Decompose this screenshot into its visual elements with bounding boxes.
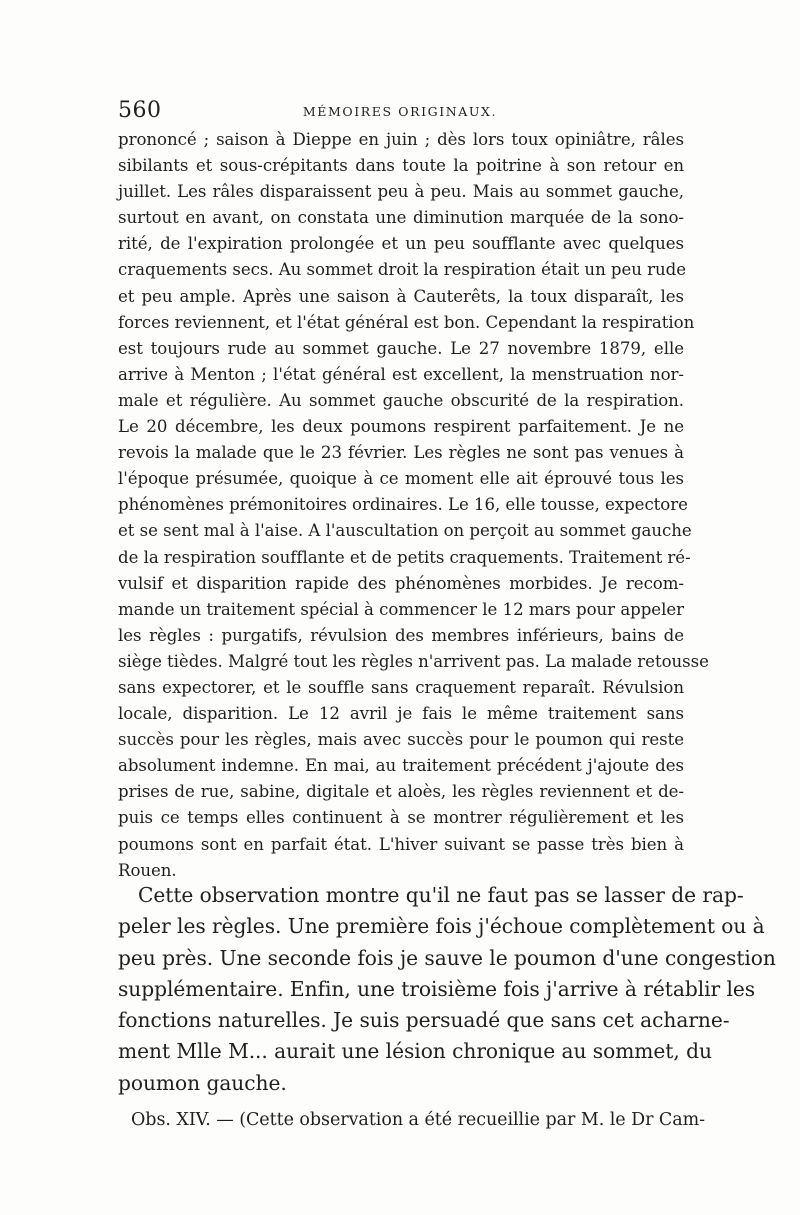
- text-line: craquements secs. Au sommet droit la respiration était un peu rude: [118, 260, 686, 280]
- text-line: fonctions naturelles. Je suis persuadé que sans cet acharne-: [118, 1008, 730, 1033]
- text-line: les règles : purgatifs, révulsion des membres inférieurs, bains de: [118, 625, 684, 645]
- observation-line: Obs. XIV. — (Cette observation a été recueillie par M. le Dr Cam-: [131, 1110, 706, 1130]
- text-line: siège tièdes. Malgré tout les règles n'arrivent pas. La malade retousse: [118, 651, 709, 671]
- text-line: succès pour les règles, mais avec succès pour le poumon qui reste: [118, 730, 684, 750]
- text-line: sibilants et sous-crépitants dans toute la poitrine à son retour en: [118, 156, 684, 176]
- text-line: poumon gauche.: [118, 1070, 287, 1095]
- text-line: forces reviennent, et l'état général est bon. Cependant la respiration: [118, 312, 695, 332]
- text-line: absolument indemne. En mai, au traitement précédent j'ajoute des: [118, 756, 684, 776]
- text-line: peler les règles. Une première fois j'échoue complètement ou à: [118, 914, 765, 939]
- text-line: Cette observation montre qu'il ne faut pas se lasser de rap-: [138, 883, 744, 907]
- running-title: MÉMOIRES ORIGINAUX.: [302, 104, 498, 119]
- text-line: et peu ample. Après une saison à Cauterêts, la toux disparaît, les: [118, 286, 684, 306]
- text-line: l'époque présumée, quoique à ce moment elle ait éprouvé tous les: [118, 469, 684, 489]
- text-line: male et régulière. Au sommet gauche obscurité de la respiration.: [118, 390, 684, 410]
- observation-heading: [118, 1106, 706, 1134]
- text-line: de la respiration soufflante et de petits craquements. Traitement ré-: [118, 547, 691, 567]
- text-line: rité, de l'expiration prolongée et un peu soufflante avec quelques: [118, 234, 684, 254]
- text-line: prononcé ; saison à Dieppe en juin ; dès lors toux opiniâtre, râles: [118, 130, 684, 149]
- text-line: surtout en avant, on constata une diminution marquée de la sono-: [118, 208, 684, 228]
- paragraph-commentary: [118, 880, 776, 1099]
- text-line: et se sent mal à l'aise. A l'auscultation on perçoit au sommet gauche: [118, 521, 692, 541]
- paragraph-case-history: [118, 127, 709, 884]
- text-line: juillet. Les râles disparaissent peu à peu. Mais au sommet gauche,: [118, 182, 684, 202]
- text-line: arrive à Menton ; l'état général est excellent, la menstruation nor-: [118, 364, 684, 384]
- text-line: Le 20 décembre, les deux poumons respirent parfaitement. Je ne: [118, 417, 684, 437]
- text-line: peu près. Une seconde fois je sauve le poumon d'une congestion: [118, 945, 776, 970]
- text-line: poumons sont en parfait état. L'hiver suivant se passe très bien à: [118, 834, 684, 854]
- text-line: phénomènes prémonitoires ordinaires. Le 16, elle tousse, expectore: [118, 495, 688, 515]
- text-line: ment Mlle M... aurait une lésion chronique au sommet, du: [118, 1039, 712, 1064]
- text-line: mande un traitement spécial à commencer le 12 mars pour appeler: [118, 599, 684, 619]
- text-line: Rouen.: [118, 860, 177, 880]
- text-line: vulsif et disparition rapide des phénomènes morbides. Je recom-: [118, 573, 684, 593]
- text-line: est toujours rude au sommet gauche. Le 27 novembre 1879, elle: [118, 338, 684, 358]
- page-number: 560: [118, 98, 162, 123]
- text-line: sans expectorer, et le souffle sans craquement reparaît. Révulsion: [118, 677, 684, 697]
- text-line: revois la malade que le 23 février. Les règles ne sont pas venues à: [118, 443, 684, 463]
- text-line: puis ce temps elles continuent à se montrer régulièrement et les: [118, 808, 684, 828]
- text-line: locale, disparition. Le 12 avril je fais le même traitement sans: [118, 704, 684, 724]
- text-line: supplémentaire. Enfin, une troisième fois j'arrive à rétablir les: [118, 976, 756, 1001]
- text-line: prises de rue, sabine, digitale et aloès, les règles reviennent et de-: [118, 782, 684, 802]
